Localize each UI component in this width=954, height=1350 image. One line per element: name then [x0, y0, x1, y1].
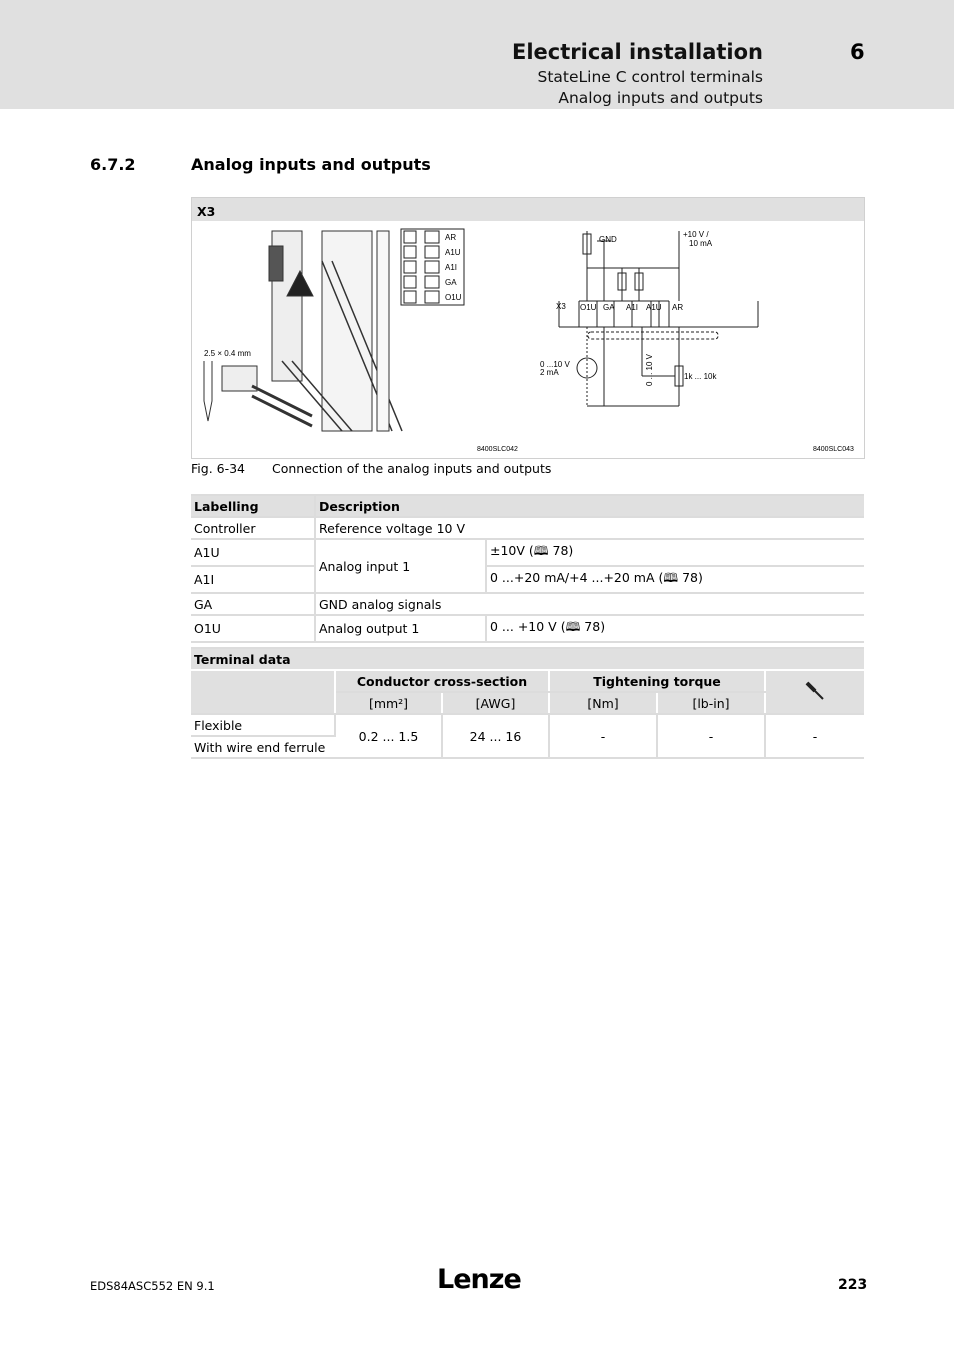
unit: [Nm] — [549, 692, 657, 714]
schematic-terminal: A1U — [646, 303, 662, 312]
table-row — [191, 517, 864, 539]
schematic-terminal: O1U — [580, 303, 597, 312]
table-row — [191, 714, 864, 736]
terminal-label: A1U — [445, 248, 461, 257]
figure-graphics — [192, 221, 864, 457]
section-title: Analog inputs and outputs — [191, 155, 431, 174]
unit: [lb-in] — [657, 692, 765, 714]
schematic-terminal: AR — [672, 303, 684, 312]
unit: [AWG] — [442, 692, 549, 714]
cell: GND analog signals — [315, 593, 864, 615]
figure-heading: X3 — [192, 198, 864, 221]
figure-x3 — [191, 197, 865, 459]
cell: 24 ... 16 — [442, 714, 549, 758]
subtitle-1: StateLine C control terminals — [537, 68, 763, 86]
cell: Analog input 1 — [315, 539, 486, 593]
page-number: 223 — [838, 1277, 868, 1293]
cell: With wire end ferrule — [191, 736, 335, 758]
terminal-label: AR — [445, 233, 457, 242]
blade-dimension: 2.5 × 0.4 mm — [204, 349, 251, 358]
chapter-title: Electrical installation — [512, 40, 763, 64]
figure-caption: Connection of the analog inputs and outputs — [272, 461, 552, 476]
schematic-terminal: GA — [603, 303, 615, 312]
labelling-table — [191, 494, 864, 643]
col-description: Description — [315, 495, 864, 517]
table-row — [191, 566, 864, 593]
cell: Controller — [191, 517, 315, 539]
meter-label-2: 2 mA — [540, 368, 559, 377]
terminal-label: GA — [445, 278, 457, 287]
cell: GA — [191, 593, 315, 615]
cell: - — [549, 714, 657, 758]
unit: [mm²] — [335, 692, 442, 714]
chapter-number: 6 — [850, 40, 865, 64]
circuit-schematic — [559, 231, 758, 406]
cell: 0.2 ... 1.5 — [335, 714, 442, 758]
col-torque: Tightening torque — [549, 670, 765, 692]
section-number: 6.7.2 — [90, 155, 136, 174]
gnd-label: GND — [599, 235, 617, 244]
table-row — [191, 615, 864, 642]
cell: 0 ... +10 V (🕮 78) — [486, 615, 864, 642]
cell: Flexible — [191, 714, 335, 736]
supply-label-2: 10 mA — [689, 239, 713, 248]
terminal-data-title: Terminal data — [191, 648, 864, 670]
cell: A1I — [191, 566, 315, 593]
col-conductor: Conductor cross-section — [335, 670, 549, 692]
pot-range-label: 0 ... 10 V — [645, 353, 654, 386]
figure-code-left: 8400SLC042 — [477, 446, 518, 453]
cell: 0 ...+20 mA/+4 ...+20 mA (🕮 78) — [486, 566, 864, 593]
cell: - — [765, 714, 864, 758]
terminal-data-table — [191, 647, 864, 759]
terminal-label: O1U — [445, 293, 462, 302]
doc-id: EDS84ASC552 EN 9.1 — [90, 1279, 215, 1293]
figure-code-right: 8400SLC043 — [813, 446, 854, 453]
cell: A1U — [191, 539, 315, 566]
cell: - — [657, 714, 765, 758]
pot-label: 1k ... 10k — [684, 372, 717, 381]
lenze-logo: Lenze — [437, 1264, 521, 1295]
cell: O1U — [191, 615, 315, 642]
cell: Analog output 1 — [315, 615, 486, 642]
col-labelling: Labelling — [191, 495, 315, 517]
terminal-illustration — [204, 231, 402, 431]
cell: Reference voltage 10 V — [315, 517, 864, 539]
figure-number: Fig. 6-34 — [191, 461, 246, 476]
schematic-terminal: A1I — [626, 303, 639, 312]
page-header — [0, 0, 954, 109]
table-row — [191, 593, 864, 615]
table-row — [191, 539, 864, 566]
cell: ±10V (🕮 78) — [486, 539, 864, 566]
x3-label: X3 — [556, 302, 566, 311]
terminal-label: A1I — [445, 263, 458, 272]
meter-label-1: 0 ...10 V — [540, 360, 570, 369]
subtitle-2: Analog inputs and outputs — [558, 89, 763, 107]
supply-label-1: +10 V / — [683, 230, 709, 239]
screwdriver-icon — [765, 670, 864, 714]
